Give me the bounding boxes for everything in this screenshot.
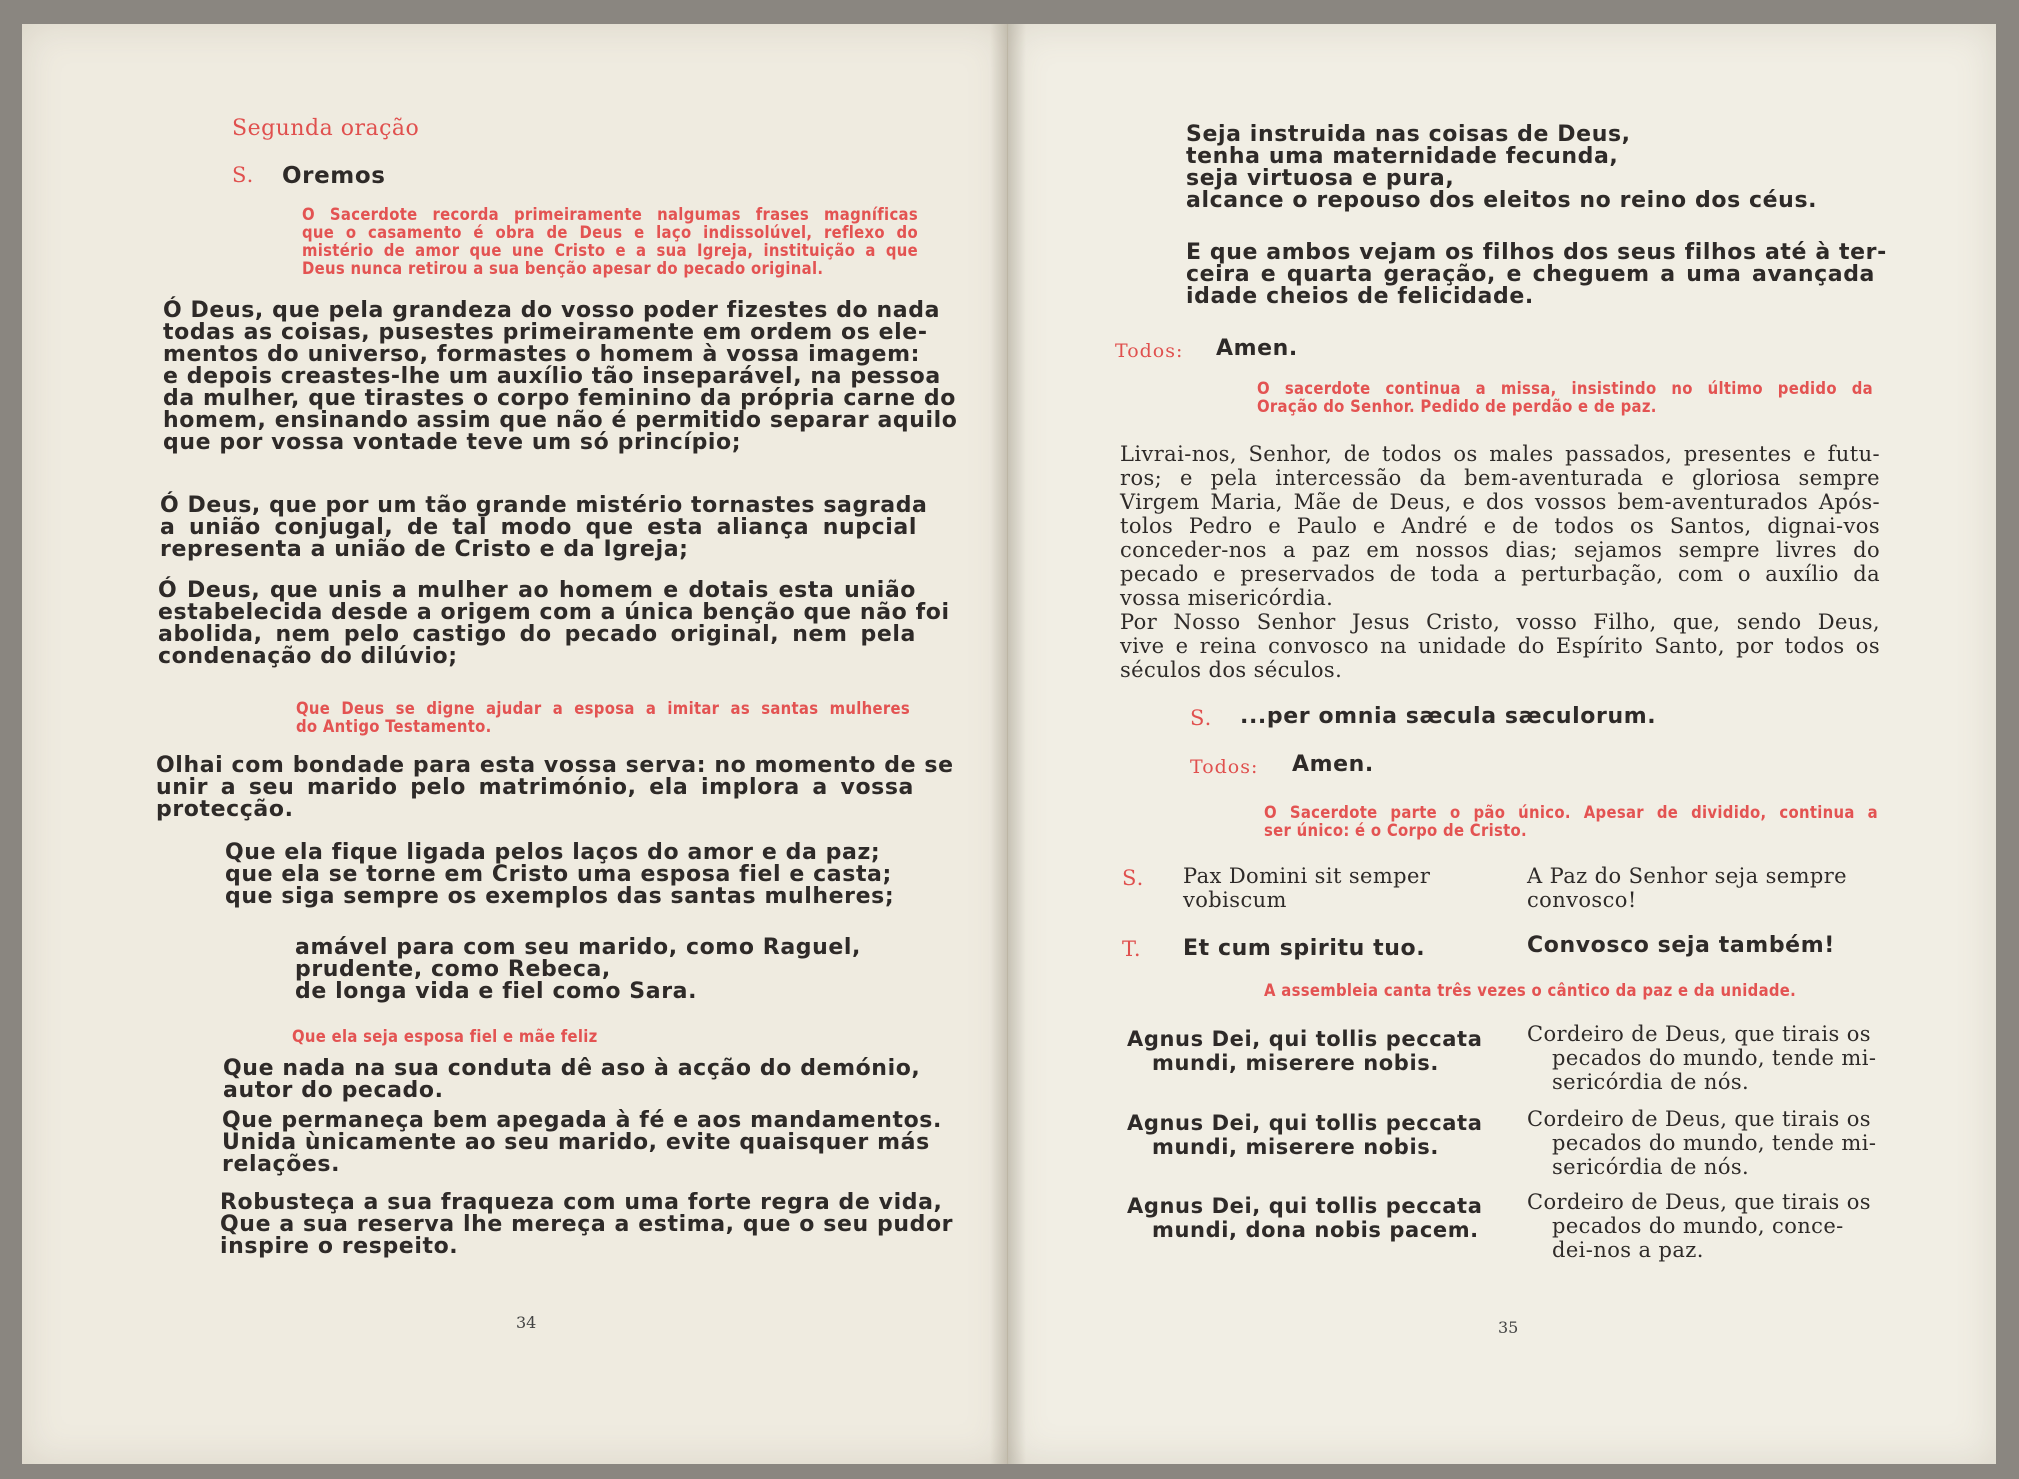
amen-response-2: Amen. <box>1292 752 1374 777</box>
agnus-portuguese-3: Cordeiro de Deus, que tirais os pecados do mundo, conce- dei-nos a paz. <box>1527 1190 1871 1262</box>
agnus-latin-3: Agnus Dei, qui tollis peccata mundi, dona nobis pacem. <box>1127 1194 1483 1242</box>
rubric-note-3: Que ela seja esposa fiel e mãe feliz <box>292 1027 598 1046</box>
prayer-paragraph-5: Que ela fique ligada pelos laços do amor e da paz; que ela se torne em Cristo uma esposa fiel e casta; que siga sempre os exemplos das santas mulheres; <box>225 840 895 909</box>
pax-portuguese-text: A Paz do Senhor seja sempre convosco! <box>1527 864 1848 912</box>
prayer-paragraph-r2: E que ambos vejam os filhos dos seus filhos até à ter- ceira e quarta geração, e cheguem a uma avançada idade cheios de felicidade. <box>1186 240 1887 309</box>
s-label-right: S. <box>1190 706 1213 730</box>
pax-s-label: S. <box>1122 866 1145 890</box>
prayer-paragraph-9: Robusteça a sua fraqueza com uma forte regra de vida, Que a sua reserva lhe mereça a estima, que o seu pudor inspire o respeito. <box>220 1190 954 1259</box>
prayer-paragraph-r3: Livrai-nos, Senhor, de todos os males passados, presentes e futu- ros; e pela intercessão da bem-aventurada e gloriosa sempre Virgem Maria, Mãe de Deus, e dos vossos bem-aventurados Após- tolos Pedro e Paulo e André e de todos os Santos, dignai-vos conceder-nos a paz em nossos dias; sejamos sempre livres do pecado e preservados de toda a perturbação, com o auxílio da vossa misericórdia. Por Nosso Senhor Jesus Cristo, vosso Filho, que, sendo Deus, vive e reina convosco na unidade do Espírito Santo, por todos os séculos dos séculos. <box>1120 442 1880 682</box>
prayer-paragraph-4: Olhai com bondade para esta vossa serva: no momento de se unir a seu marido pelo matrimónio, ela implora a vossa protecção. <box>156 753 954 822</box>
rubric-note-r1: O sacerdote continua a missa, insistindo no último pedido da Oração do Senhor. Pedido de perdão e de paz. <box>1257 379 1873 416</box>
agnus-portuguese-2: Cordeiro de Deus, que tirais os pecados do mundo, tende mi- sericórdia de nós. <box>1527 1107 1877 1179</box>
rubric-note-r2: O Sacerdote parte o pão único. Apesar de dividido, continua a ser único: é o Corpo de Cristo. <box>1264 803 1878 840</box>
prayer-paragraph-3: Ó Deus, que unis a mulher ao homem e dotais esta união estabelecida desde a origem com a única benção que não foi abolida, nem pelo castigo do pecado original, nem pela condenação do dilúvio; <box>158 578 950 669</box>
agnus-portuguese-1: Cordeiro de Deus, que tirais os pecados do mundo, tende mi- sericórdia de nós. <box>1527 1022 1877 1094</box>
prayer-paragraph-2: Ó Deus, que por um tão grande mistério tornastes sagrada a união conjugal, de tal modo que esta aliança nupcial representa a união de Cristo e da Igreja; <box>160 493 928 562</box>
todos-label-2: Todos: <box>1190 756 1259 778</box>
rubric-note-1: O Sacerdote recorda primeiramente nalgumas frases magníficas que o casamento é obra de Deus e laço indissolúvel, reflexo do mistério de amor que une Cristo e a sua Igreja, instituição a que Deus nunca retirou a sua benção apesar do pecado original. <box>302 205 918 278</box>
per-omnia-text: ...per omnia sæcula sæculorum. <box>1240 704 1657 729</box>
section-heading: Segunda oração <box>232 116 420 141</box>
todos-label-1: Todos: <box>1115 340 1184 362</box>
oremos-text: Oremos <box>282 163 386 189</box>
prayer-paragraph-r1: Seja instruida nas coisas de Deus, tenha uma maternidade fecunda, seja virtuosa e pura, alcance o repouso dos eleitos no reino dos céus. <box>1186 122 1818 213</box>
et-cum-spiritu-text: Et cum spiritu tuo. <box>1183 936 1426 961</box>
pax-latin-text: Pax Domini sit semper vobiscum <box>1183 864 1431 912</box>
prayer-paragraph-8: Que permaneça bem apegada à fé e aos mandamentos. Unida ùnicamente ao seu marido, evite quaisquer más relações. <box>222 1108 942 1177</box>
agnus-latin-2: Agnus Dei, qui tollis peccata mundi, miserere nobis. <box>1127 1111 1483 1159</box>
prayer-paragraph-6: amável para com seu marido, como Raguel, prudente, como Rebeca, de longa vida e fiel como Sara. <box>295 935 862 1004</box>
t-label: T. <box>1122 937 1142 961</box>
rubric-note-2: Que Deus se digne ajudar a esposa a imitar as santas mulheres do Antigo Testamento. <box>296 699 910 736</box>
rubric-note-r3: A assembleia canta três vezes o cântico da paz e da unidade. <box>1264 981 1797 1000</box>
s-label: S. <box>232 163 255 187</box>
prayer-paragraph-7: Que nada na sua conduta dê aso à acção do demónio, autor do pecado. <box>223 1056 921 1103</box>
page-number-right: 35 <box>1498 1318 1519 1337</box>
agnus-latin-1: Agnus Dei, qui tollis peccata mundi, miserere nobis. <box>1127 1027 1483 1075</box>
book-gutter <box>990 24 1026 1464</box>
page-number-left: 34 <box>516 1313 537 1332</box>
amen-response-1: Amen. <box>1216 336 1298 361</box>
prayer-paragraph-1: Ó Deus, que pela grandeza do vosso poder fizestes do nada todas as coisas, pusestes primeiramente em ordem os ele- mentos do universo, formastes o homem à vossa imagem: e depois creastes-lhe um auxílio tão inseparável, na pessoa da mulher, que tirastes o corpo feminino da própria carne do homem, ensinando assim que não é permitido separar aquilo que por vossa vontade teve um só princípio; <box>163 298 958 455</box>
convosco-text: Convosco seja também! <box>1527 933 1835 958</box>
